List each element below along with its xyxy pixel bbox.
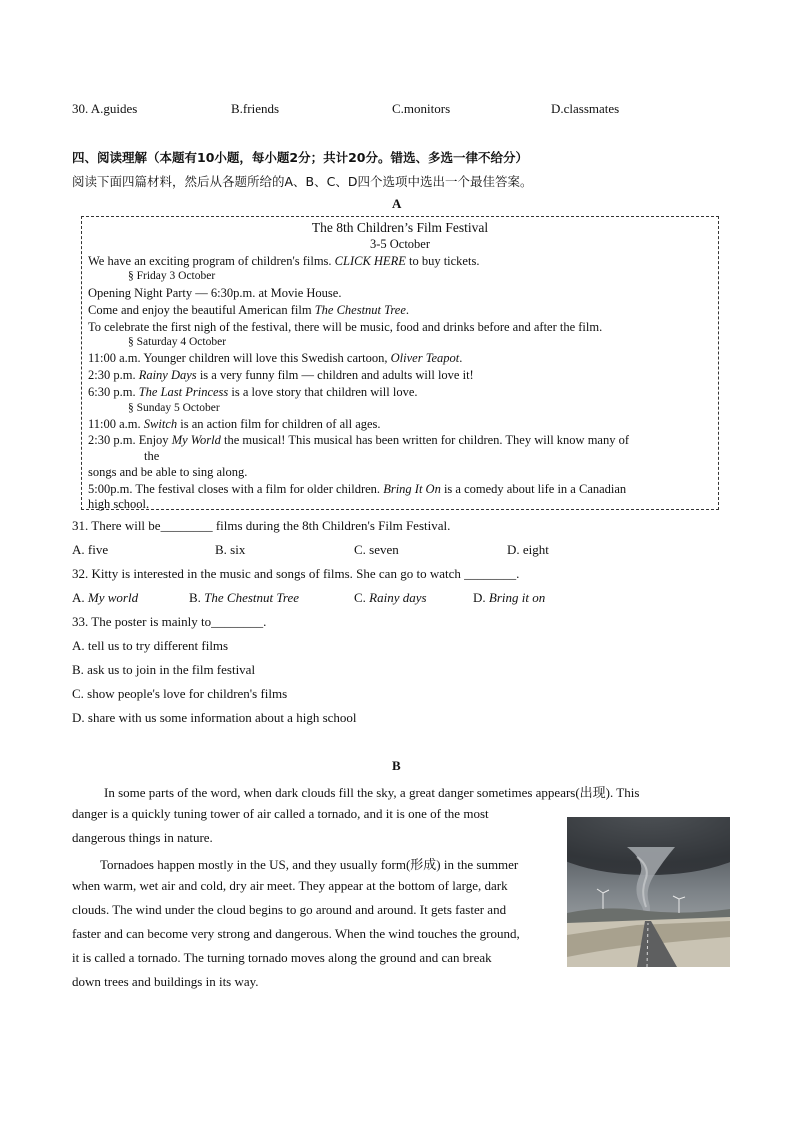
q33-option-d: D. share with us some information about a high school	[72, 710, 357, 725]
text: is an action film for children of all ages.	[177, 417, 381, 431]
click-here-link[interactable]: CLICK HERE	[334, 254, 406, 268]
friday-line-2	[88, 303, 409, 318]
sunday-line-5: high school.	[88, 497, 150, 511]
sunday-line-3: songs and be able to sing along.	[88, 465, 248, 479]
option-text: The Chestnut Tree	[204, 590, 300, 605]
passage-b-p1-line-3: dangerous things in nature.	[72, 830, 213, 845]
text: 6:30 p.m.	[88, 385, 139, 399]
option-text: Bring it on	[488, 590, 546, 605]
passage-a-letter: A	[392, 196, 402, 211]
sunday-line-2	[88, 433, 629, 448]
friday-line-3: To celebrate the first nigh of the festival, there will be music, food and drinks before and after the film.	[88, 320, 603, 334]
text: is a comedy about life in a Canadian	[440, 482, 627, 496]
saturday-line-2	[88, 368, 474, 383]
option-letter: C.	[354, 590, 370, 605]
text: 2:30 p.m.	[88, 368, 139, 382]
q30-option-a: 30. A.guides	[72, 101, 138, 116]
text: .	[405, 303, 410, 317]
film-title: Oliver Teapot	[390, 351, 460, 365]
festival-title: The 8th Children’s Film Festival	[311, 220, 489, 235]
festival-intro	[88, 254, 479, 269]
film-title: Rainy Days	[138, 368, 197, 382]
saturday-line-3	[88, 385, 418, 400]
intro-text-end: to buy tickets.	[405, 254, 480, 268]
passage-b-p2-line-5: it is called a tornado. The turning tornado moves along the ground and can break	[72, 950, 492, 965]
text: 11:00 a.m.	[88, 417, 144, 431]
intro-text: We have an exciting program of children's films.	[88, 254, 335, 268]
day-heading-friday: § Friday 3 October	[128, 270, 216, 282]
option-letter: B.	[189, 590, 205, 605]
text: the musical! This musical has been written for children. They will know many of	[220, 433, 630, 447]
section-heading: 四、阅读理解（本题有10小题，每小题2分；共计20分。错选、多选一律不给分）	[72, 150, 528, 165]
tornado-photo	[567, 817, 730, 967]
sunday-line-1	[88, 417, 381, 432]
sunday-line-2-wrap: the	[144, 449, 160, 463]
q32-option-a	[72, 590, 138, 606]
passage-b-p1-line-1: In some parts of the word, when dark clouds fill the sky, a great danger sometimes appears(出现). This	[104, 785, 640, 800]
passage-b-p2-line-4: faster and can become very strong and dangerous. When the wind touches the ground,	[72, 926, 520, 941]
text: Come and enjoy the beautiful American film	[88, 303, 315, 317]
option-letter: A.	[72, 590, 88, 605]
q32-stem: 32. Kitty is interested in the music and songs of films. She can go to watch ________.	[72, 566, 520, 581]
q30-option-c: C.monitors	[392, 101, 451, 116]
section-instruction: 阅读下面四篇材料，然后从各题所给的A、B、C、D四个选项中选出一个最佳答案。	[72, 174, 533, 189]
festival-poster-box	[81, 216, 719, 510]
text: is a love story that children will love.	[228, 385, 418, 399]
q33-option-a: A. tell us to try different films	[72, 638, 229, 653]
q33-stem: 33. The poster is mainly to________.	[72, 614, 267, 629]
q30-option-b: B.friends	[231, 101, 280, 116]
saturday-line-1	[88, 351, 462, 366]
text: .	[459, 351, 463, 365]
q31-option-d: D. eight	[507, 542, 549, 557]
q30-option-d: D.classmates	[551, 101, 620, 116]
passage-b-p1-line-2: danger is a quickly tuning tower of air called a tornado, and it is one of the most	[72, 806, 489, 821]
option-text: My world	[87, 590, 139, 605]
film-title: Switch	[143, 417, 178, 431]
text: 5:00p.m. The festival closes with a film for older children.	[88, 482, 384, 496]
day-heading-sunday: § Sunday 5 October	[128, 402, 220, 414]
film-title: Bring It On	[383, 482, 441, 496]
q32-option-b	[189, 590, 299, 606]
text: 2:30 p.m. Enjoy	[88, 433, 172, 447]
passage-b-p2-line-1: Tornadoes happen mostly in the US, and they usually form(形成) in the summer	[100, 857, 519, 872]
film-title: The Last Princess	[138, 385, 229, 399]
text: 11:00 a.m. Younger children will love this Swedish cartoon,	[88, 351, 391, 365]
q31-stem: 31. There will be________ films during the 8th Children's Film Festival.	[72, 518, 451, 533]
day-heading-saturday: § Saturday 4 October	[128, 336, 227, 348]
text: is a very funny film — children and adults will love it!	[196, 368, 474, 382]
option-letter: D.	[473, 590, 489, 605]
q31-option-c: C. seven	[354, 542, 399, 557]
friday-line-1: Opening Night Party — 6:30p.m. at Movie House.	[88, 286, 342, 300]
passage-b-letter: B	[392, 758, 401, 773]
q31-option-b: B. six	[215, 542, 246, 557]
option-text: Rainy days	[369, 590, 427, 605]
passage-b-p2-line-2: when warm, wet air and cold, dry air meet. They appear at the bottom of large, dark	[72, 878, 508, 893]
festival-dates: 3-5 October	[369, 237, 431, 251]
q32-option-d	[473, 590, 545, 606]
q33-option-c: C. show people's love for children's films	[72, 686, 288, 701]
q33-option-b: B. ask us to join in the film festival	[72, 662, 256, 677]
passage-b-p2-line-6: down trees and buildings in its way.	[72, 974, 259, 989]
passage-b-p2-line-3: clouds. The wind under the cloud begins to go around and around. It gets faster and	[72, 902, 507, 917]
q32-option-c	[354, 590, 427, 606]
film-title: My World	[171, 433, 221, 447]
sunday-line-4	[88, 482, 626, 497]
q31-option-a: A. five	[72, 542, 109, 557]
film-title: The Chestnut Tree	[314, 303, 406, 317]
